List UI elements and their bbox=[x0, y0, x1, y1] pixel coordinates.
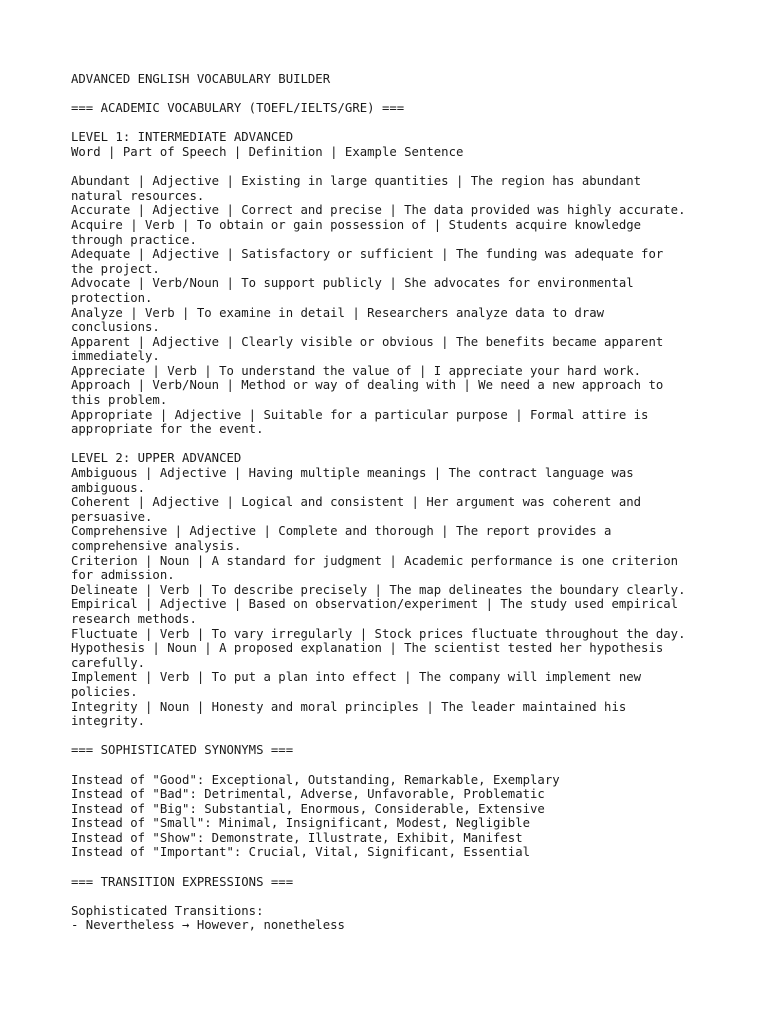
vocab-line: protection. bbox=[71, 290, 153, 305]
section-heading-transitions: === TRANSITION EXPRESSIONS === bbox=[71, 874, 294, 889]
spacer bbox=[71, 437, 731, 452]
spacer bbox=[71, 729, 731, 744]
vocab-line: ambiguous. bbox=[71, 480, 146, 495]
vocab-line: Appropriate | Adjective | Suitable for a particular purpose | Formal attire is bbox=[71, 407, 649, 422]
vocab-line: Accurate | Adjective | Correct and precise | The data provided was highly accurate. bbox=[71, 203, 686, 218]
vocab-line: Integrity | Noun | Honesty and moral principles | The leader maintained his bbox=[71, 699, 627, 714]
synonym-line: Instead of "Bad": Detrimental, Adverse, Unfavorable, Problematic bbox=[71, 787, 545, 802]
vocab-line: integrity. bbox=[71, 714, 146, 729]
spacer bbox=[71, 860, 731, 875]
level2-heading: LEVEL 2: UPPER ADVANCED bbox=[71, 451, 242, 466]
vocab-line: carefully. bbox=[71, 655, 146, 670]
synonym-line: Instead of "Show": Demonstrate, Illustrate, Exhibit, Manifest bbox=[71, 830, 523, 845]
vocab-line: Implement | Verb | To put a plan into effect | The company will implement new bbox=[71, 670, 642, 685]
vocab-line: policies. bbox=[71, 684, 138, 699]
vocab-line: Abundant | Adjective | Existing in large quantities | The region has abundant bbox=[71, 174, 642, 189]
vocab-line: comprehensive analysis. bbox=[71, 539, 242, 553]
synonym-line: Instead of "Good": Exceptional, Outstanding, Remarkable, Exemplary bbox=[71, 772, 560, 787]
synonym-line: Instead of "Important": Crucial, Vital, Significant, Essential bbox=[71, 845, 531, 860]
vocab-line: Adequate | Adjective | Satisfactory or sufficient | The funding was adequate for bbox=[71, 247, 664, 262]
vocab-line: research methods. bbox=[71, 611, 197, 626]
level1-columns: Word | Part of Speech | Definition | Example Sentence bbox=[71, 144, 464, 159]
vocab-line: Advocate | Verb/Noun | To support publicly | She advocates for environmental bbox=[71, 276, 634, 291]
synonym-line: Instead of "Big": Substantial, Enormous, Considerable, Extensive bbox=[71, 801, 545, 816]
vocab-line: through practice. bbox=[71, 232, 197, 247]
spacer bbox=[71, 160, 731, 175]
vocab-line: natural resources. bbox=[71, 188, 205, 203]
spacer bbox=[71, 758, 731, 773]
vocab-line: immediately. bbox=[71, 349, 160, 364]
vocab-line: Fluctuate | Verb | To vary irregularly | Stock prices fluctuate throughout the day. bbox=[71, 626, 686, 641]
vocab-line: appropriate for the event. bbox=[71, 422, 264, 437]
vocab-line: Acquire | Verb | To obtain or gain possession of | Students acquire knowledge bbox=[71, 217, 642, 232]
section-heading-synonyms: === SOPHISTICATED SYNONYMS === bbox=[71, 743, 294, 758]
synonym-line: Instead of "Small": Minimal, Insignificant, Modest, Negligible bbox=[71, 816, 531, 831]
vocab-line: Criterion | Noun | A standard for judgment | Academic performance is one criterion bbox=[71, 553, 679, 568]
vocab-line: Appreciate | Verb | To understand the value of | I appreciate your hard work. bbox=[71, 363, 642, 378]
vocab-line: Ambiguous | Adjective | Having multiple meanings | The contract language was bbox=[71, 466, 634, 481]
vocab-line: conclusions. bbox=[71, 320, 160, 335]
vocab-line: persuasive. bbox=[71, 509, 153, 524]
vocab-line: Delineate | Verb | To describe precisely | The map delineates the boundary clearly. bbox=[71, 582, 686, 597]
transition-line: - Nevertheless → However, nonetheless bbox=[71, 918, 345, 933]
vocab-line: Analyze | Verb | To examine in detail | Researchers analyze data to draw bbox=[71, 305, 605, 320]
document-page bbox=[71, 72, 731, 933]
vocab-line: Empirical | Adjective | Based on observation/experiment | The study used empirical bbox=[71, 597, 679, 612]
vocab-line: the project. bbox=[71, 261, 160, 276]
level1-heading: LEVEL 1: INTERMEDIATE ADVANCED bbox=[71, 130, 294, 145]
vocab-line: Approach | Verb/Noun | Method or way of dealing with | We need a new approach to bbox=[71, 378, 664, 393]
vocab-line: Apparent | Adjective | Clearly visible or obvious | The benefits became apparent bbox=[71, 334, 664, 349]
document-title: ADVANCED ENGLISH VOCABULARY BUILDER bbox=[71, 72, 331, 86]
vocab-line: Coherent | Adjective | Logical and consistent | Her argument was coherent and bbox=[71, 495, 642, 510]
vocab-line: Comprehensive | Adjective | Complete and thorough | The report provides a bbox=[71, 524, 612, 539]
vocab-line: for admission. bbox=[71, 568, 175, 583]
section-heading-academic: === ACADEMIC VOCABULARY (TOEFL/IELTS/GRE) === bbox=[71, 101, 405, 116]
spacer bbox=[71, 87, 731, 102]
spacer bbox=[71, 116, 731, 131]
vocab-line: this problem. bbox=[71, 393, 168, 408]
transitions-subheading: Sophisticated Transitions: bbox=[71, 903, 264, 918]
vocab-line: Hypothesis | Noun | A proposed explanation | The scientist tested her hypothesis bbox=[71, 641, 664, 656]
spacer bbox=[71, 889, 731, 904]
